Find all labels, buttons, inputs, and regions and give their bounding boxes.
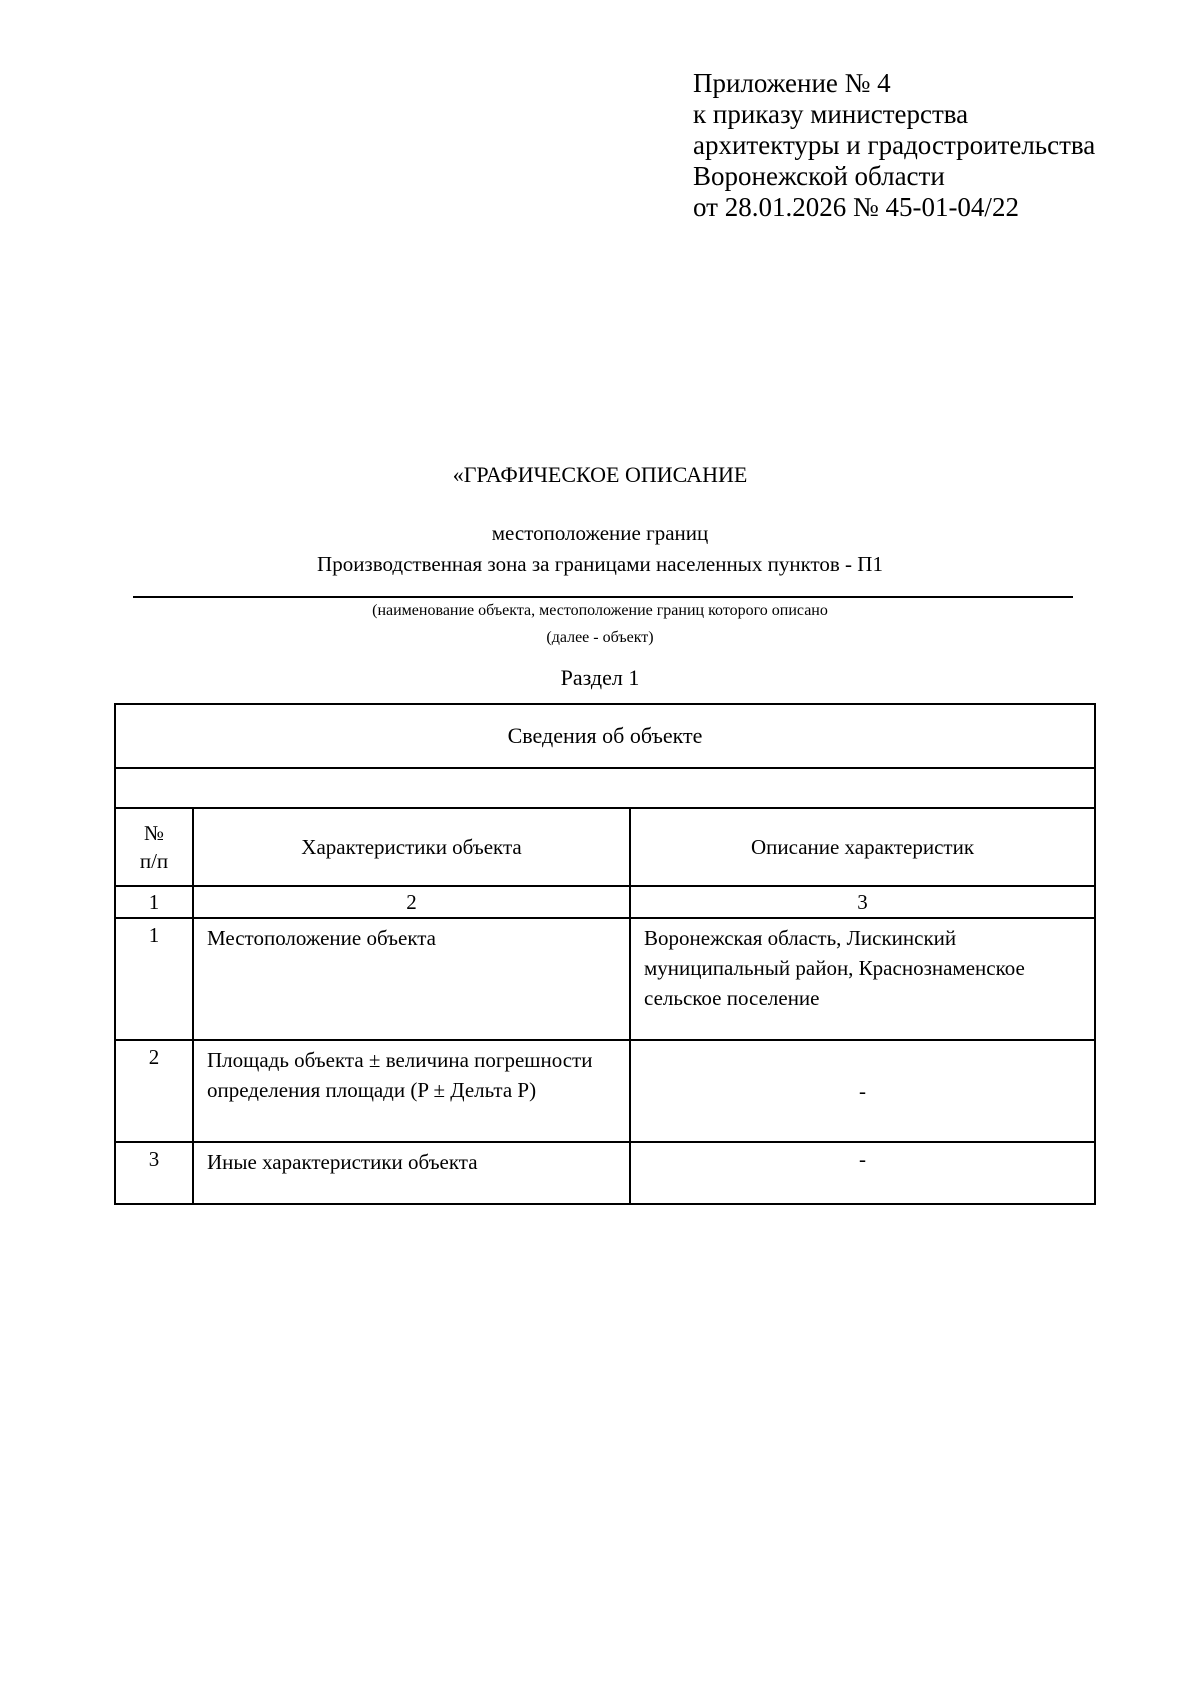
appendix-block [693,68,1095,223]
table-row [115,918,1095,1040]
row-number: 3 [115,1142,193,1204]
row-characteristic: Иные характеристики объекта [193,1142,630,1204]
table-empty-row [115,768,1095,808]
object-info-table [114,703,1096,1205]
document-subtitle: местоположение границ [491,521,709,545]
appendix-line: архитектуры и градостроительства [693,130,1096,160]
row-characteristic: Площадь объекта ± величина погрешности определения площади (P ± Дельта P) [193,1040,630,1142]
row-description: - [630,1040,1095,1142]
appendix-line: к приказу министерства [693,99,969,129]
table-header-row [115,808,1095,886]
object-name-caption-continued: (далее - объект) [546,629,654,646]
appendix-line: Воронежской области [693,161,945,191]
column-number: 2 [193,886,630,918]
object-name: Производственная зона за границами населенных пунктов - П1 [317,552,883,576]
row-number: 2 [115,1040,193,1142]
column-number-row [115,886,1095,918]
column-number: 3 [630,886,1095,918]
column-number: 1 [115,886,193,918]
row-description: - [630,1142,1095,1204]
row-description: Воронежская область, Лискинский муниципальный район, Краснознаменское сельское поселение [630,918,1095,1040]
section-label: Раздел 1 [560,665,640,690]
table-title: Сведения об объекте [115,704,1095,768]
row-number: 1 [115,918,193,1040]
header-description: Описание характеристик [630,808,1095,886]
header-num: № п/п [115,808,193,886]
document-title: «ГРАФИЧЕСКОЕ ОПИСАНИЕ [452,462,748,487]
appendix-line: Приложение № 4 [693,68,891,98]
object-name-underline [133,596,1073,598]
table-row [115,1142,1095,1204]
appendix-line: от 28.01.2026 № 45-01-04/22 [693,192,1019,222]
header-characteristic: Характеристики объекта [193,808,630,886]
object-name-caption: (наименование объекта, местоположение границ которого описано [372,602,828,619]
table-row [115,1040,1095,1142]
row-characteristic: Местоположение объекта [193,918,630,1040]
